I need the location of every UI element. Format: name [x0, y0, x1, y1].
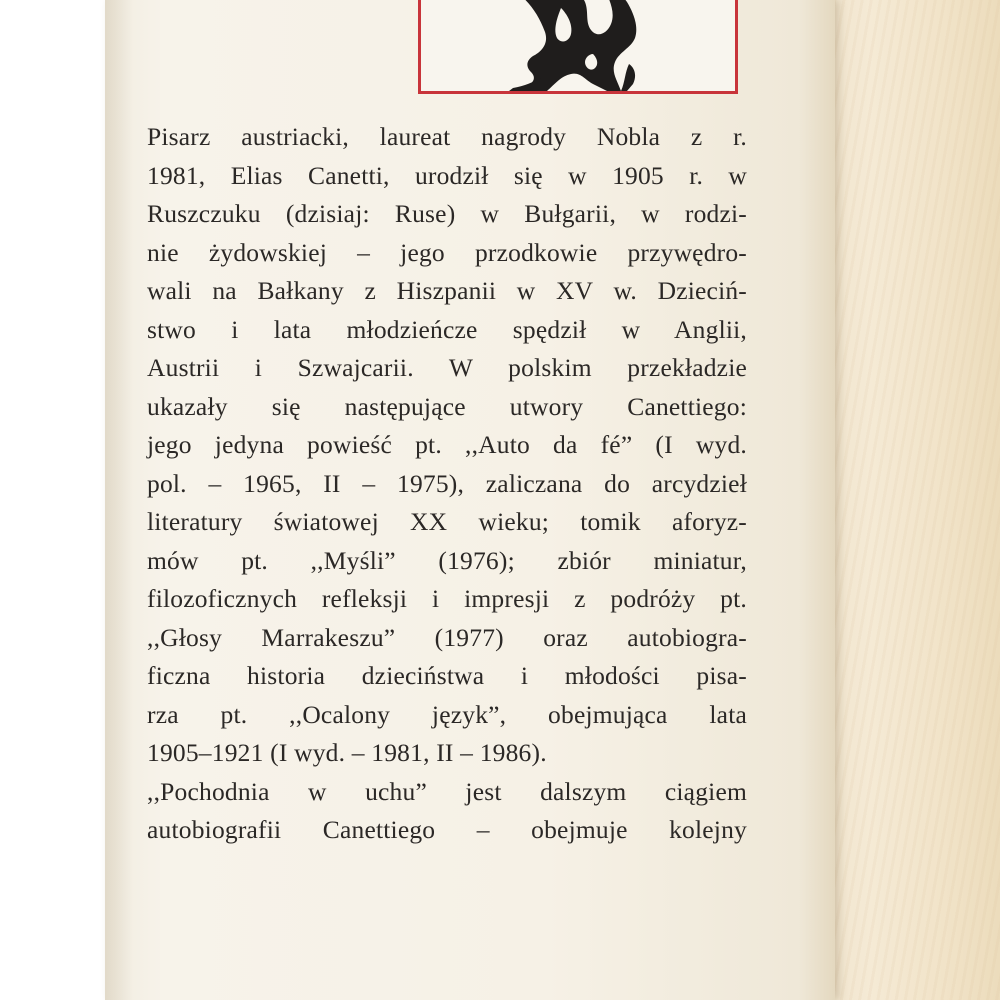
book-back-cover — [815, 0, 1000, 1000]
framed-illustration — [418, 0, 738, 94]
biography-text — [147, 118, 747, 850]
text-line: ,,Głosy Marrakeszu” (1977) oraz autobiogra- — [147, 622, 747, 652]
text-line: Pisarz austriacki, laureat nagrody Nobla z r. — [147, 122, 747, 151]
text-line: rza pt. ,,Ocalony język”, obejmująca lata — [147, 699, 747, 729]
text-line: autobiografii Canettiego – obejmuje kolejny — [147, 815, 747, 844]
text-line: 1981, Elias Canetti, urodził się w 1905 r. w — [147, 160, 747, 190]
text-line: jego jedyna powieść pt. ,,Auto da fé” (I wyd. — [147, 430, 747, 459]
text-line: ,,Pochodnia w uchu” jest dalszym ciągiem — [147, 776, 747, 806]
text-line: nie żydowskiej – jego przodkowie przywędro- — [147, 237, 747, 267]
text-line: pol. – 1965, II – 1975), zaliczana do arcydzieł — [147, 468, 747, 498]
ink-drawing — [421, 0, 735, 91]
text-line: 1905–1921 (I wyd. – 1981, II – 1986). — [147, 738, 547, 767]
text-line: Austrii i Szwajcarii. W polskim przekładzie — [147, 353, 747, 382]
text-line: mów pt. ,,Myśli” (1976); zbiór miniatur, — [147, 545, 747, 575]
text-line: ukazały się następujące utwory Canettiego: — [147, 391, 747, 421]
text-line: wali na Bałkany z Hiszpanii w XV w. Dzieciń- — [147, 276, 747, 305]
text-line: ficzna historia dzieciństwa i młodości pisa- — [147, 661, 747, 690]
text-line: Ruszczuku (dzisiaj: Ruse) w Bułgarii, w rodzi- — [147, 199, 747, 228]
text-line: filozoficznych refleksji i impresji z podróży pt. — [147, 584, 747, 613]
text-line: literatury światowej XX wieku; tomik aforyz- — [147, 507, 747, 536]
text-line: stwo i lata młodzieńcze spędził w Anglii, — [147, 314, 747, 344]
